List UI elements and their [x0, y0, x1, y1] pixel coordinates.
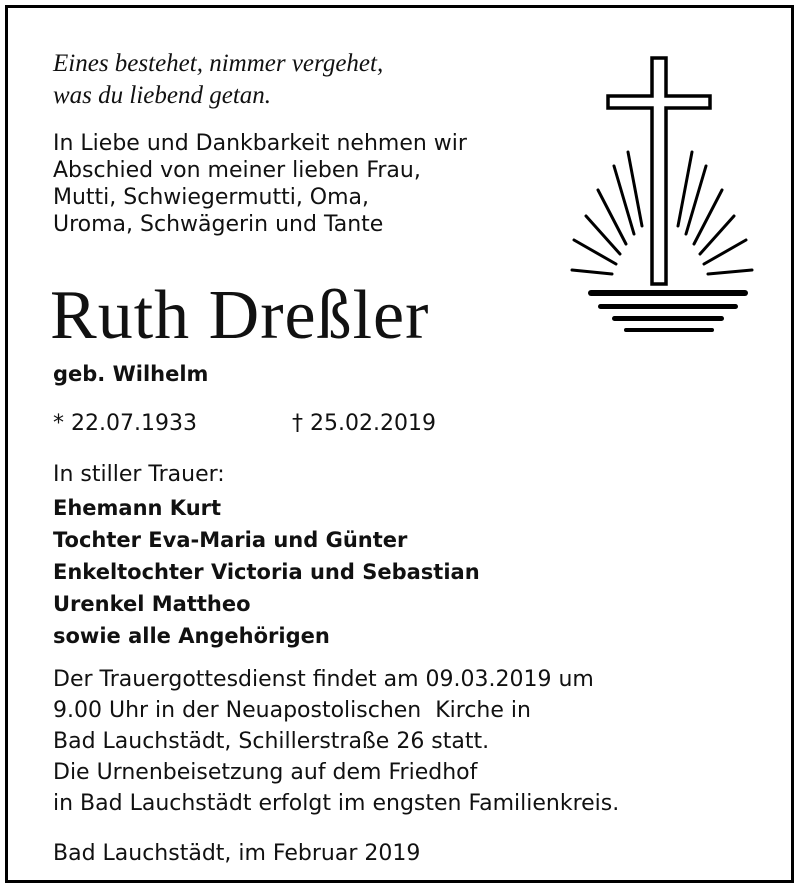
mourners-list — [53, 492, 480, 652]
death-date: † 25.02.2019 — [292, 411, 436, 436]
service-line: 9.00 Uhr in der Neuapostolischen Kirche in — [53, 698, 531, 723]
motto-line: was du liebend getan. — [53, 82, 272, 109]
obituary-notice — [5, 5, 794, 883]
mourner-item: Enkeltochter Victoria und Sebastian — [53, 560, 480, 584]
service-info — [53, 664, 619, 819]
intro-line: Abschied von meiner lieben Frau, — [53, 158, 421, 183]
mourner-item: Ehemann Kurt — [53, 496, 222, 520]
birth-date: * 22.07.1933 — [53, 411, 197, 436]
mourner-item: sowie alle Angehörigen — [53, 624, 330, 648]
mourners-label: In stiller Trauer: — [53, 462, 225, 487]
maiden-name: geb. Wilhelm — [53, 362, 209, 386]
motto-line: Eines bestehet, nimmer vergehet, — [53, 50, 384, 77]
service-line: in Bad Lauchstädt erfolgt im engsten Familienkreis. — [53, 791, 620, 816]
intro-text — [53, 130, 467, 238]
intro-line: Mutti, Schwiegermutti, Oma, — [53, 185, 370, 210]
mourner-item: Tochter Eva-Maria und Günter — [53, 528, 408, 552]
cross-sunrise-water-icon — [568, 56, 768, 346]
intro-line: In Liebe und Dankbarkeit nehmen wir — [53, 131, 467, 156]
service-line: Die Urnenbeisetzung auf dem Friedhof — [53, 760, 478, 785]
place-date: Bad Lauchstädt, im Februar 2019 — [53, 841, 421, 866]
mourner-item: Urenkel Mattheo — [53, 592, 251, 616]
motto — [53, 48, 383, 112]
intro-line: Uroma, Schwägerin und Tante — [53, 212, 384, 237]
deceased-name: Ruth Dreßler — [50, 277, 430, 354]
service-line: Bad Lauchstädt, Schillerstraße 26 statt. — [53, 729, 490, 754]
service-line: Der Trauergottesdienst findet am 09.03.2019 um — [53, 667, 594, 692]
